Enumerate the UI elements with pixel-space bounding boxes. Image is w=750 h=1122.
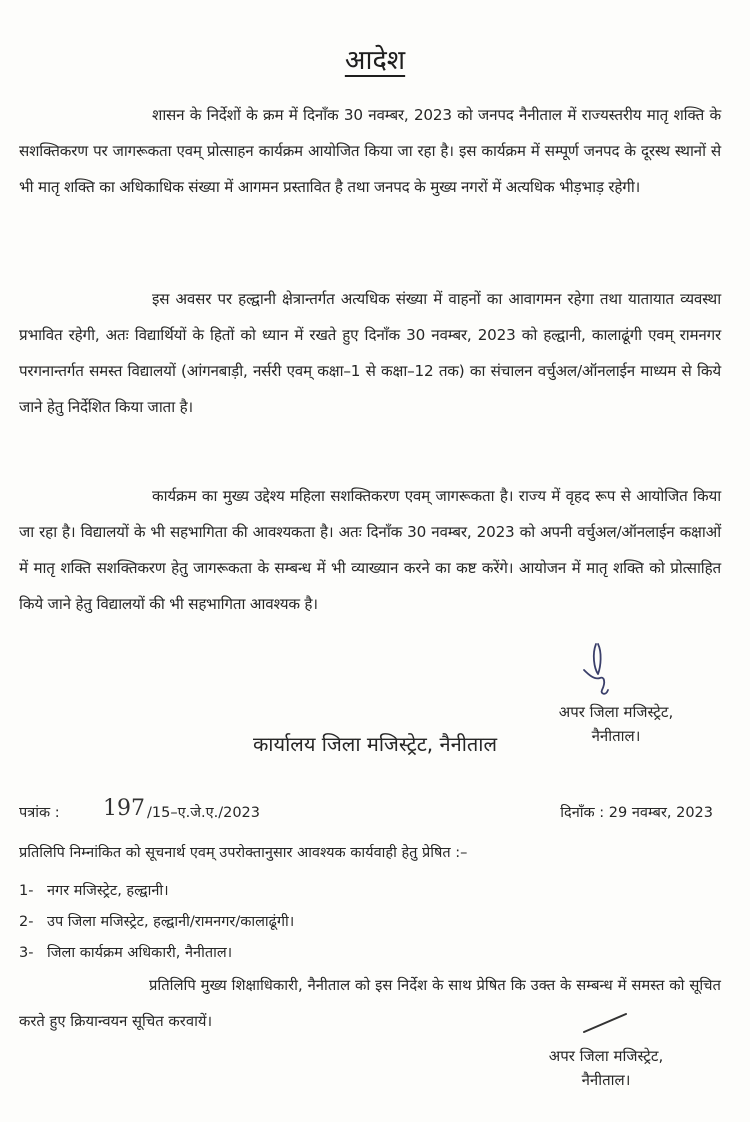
document-title: आदेश — [344, 45, 406, 76]
office-heading: कार्यालय जिला मजिस्ट्रेट, नैनीताल — [252, 732, 498, 756]
copy-list-item — [19, 938, 294, 969]
signatory-place: नैनीताल। — [581, 1071, 631, 1089]
signatory-designation: अपर जिला मजिस्ट्रेट, — [558, 703, 674, 721]
reference-handwritten-number: 197 — [103, 796, 145, 821]
paragraph-3: कार्यक्रम का मुख्य उद्देश्य महिला सशक्तिकरण एवम् जागरूकता है। राज्य में वृहद रूप से आयोजित किया जा रहा है। विद्यालयों के भी सहभागिता की आवश्यकता है। अतः दिनाँक 30 नवम्बर, 2023 को अपनी वर्चुअल/ऑनलाईन कक्षाओं में मातृ शक्ति सशक्तिकरण हेतु जागरूकता के सम्बन्ध में भी व्याख्यान करने का कष्ट करेंगे। आयोजन में मातृ शक्ति को प्रोत्साहित किये जाने हेतु विद्यालयों की भी सहभागिता आवश्यक है। — [19, 487, 721, 613]
paragraph-1: शासन के निर्देशों के क्रम में दिनाँक 30 नवम्बर, 2023 को जनपद नैनीताल में राज्यस्तरीय मातृ शक्ति के सशक्तिकरण पर जागरूकता एवम् प्रोत्साहन कार्यक्रम आयोजित किया जा रहा है। इस कार्यक्रम में सम्पूर्ण जनपद के दूरस्थ स्थानों से भी मातृ शक्ति का अधिकाधिक संख्या में आगमन प्रस्तावित है तथा जनपद के मुख्य नगरों में अत्यधिक भीड़भाड़ रहेगी। — [19, 106, 721, 196]
paragraph-2: इस अवसर पर हल्द्वानी क्षेत्रान्तर्गत अत्यधिक संख्या में वाहनों का आवागमन रहेगा तथा यातायात व्यवस्था प्रभावित रहेगी, अतः विद्यार्थियों के हितों को ध्यान में रखते हुए दिनाँक 30 नवम्बर, 2023 को हल्द्वानी, कालाढूंगी एवम् रामनगर परगनान्तर्गत समस्त विद्यालयों (आंगनबाड़ी, नर्सरी एवम् कक्षा–1 से कक्षा–12 तक) का संचालन वर्चुअल/ऑनलाईन माध्यम से किये जाने हेतु निर्देशित किया जाता है। — [19, 290, 721, 416]
reference-label: पत्रांक : — [19, 805, 60, 821]
signature-block-2 — [506, 1044, 706, 1092]
signatory-place: नैनीताल। — [591, 727, 641, 745]
item-number: 3- — [19, 945, 34, 961]
copy-list-item — [19, 876, 294, 907]
signature-stroke-icon — [580, 1010, 630, 1036]
copy-list — [19, 876, 294, 969]
copy-intro: प्रतिलिपि निम्नांकित को सूचनार्थ एवम् उपरोक्तानुसार आवश्यक कार्यवाही हेतु प्रेषित :– — [19, 845, 468, 861]
reference-row — [19, 796, 719, 830]
item-text: नगर मजिस्ट्रेट, हल्द्वानी। — [47, 883, 169, 899]
item-number: 2- — [19, 914, 34, 930]
item-number: 1- — [19, 883, 34, 899]
signature-mark-icon — [574, 640, 624, 700]
item-text: जिला कार्यक्रम अधिकारी, नैनीताल। — [47, 945, 233, 961]
reference-suffix: /15–ए.जे.ए./2023 — [147, 805, 260, 821]
signatory-designation: अपर जिला मजिस्ट्रेट, — [548, 1047, 664, 1065]
item-text: उप जिला मजिस्ट्रेट, हल्द्वानी/रामनगर/कालाढूंगी। — [47, 914, 295, 930]
copy-note: प्रतिलिपि मुख्य शिक्षाधिकारी, नैनीताल को इस निर्देश के साथ प्रेषित कि उक्त के सम्बन्ध में समस्त को सूचित करते हुए क्रियान्वयन सूचित करवायें। — [19, 977, 721, 1030]
reference-date: दिनाँक : 29 नवम्बर, 2023 — [560, 805, 713, 821]
copy-list-item — [19, 907, 294, 938]
